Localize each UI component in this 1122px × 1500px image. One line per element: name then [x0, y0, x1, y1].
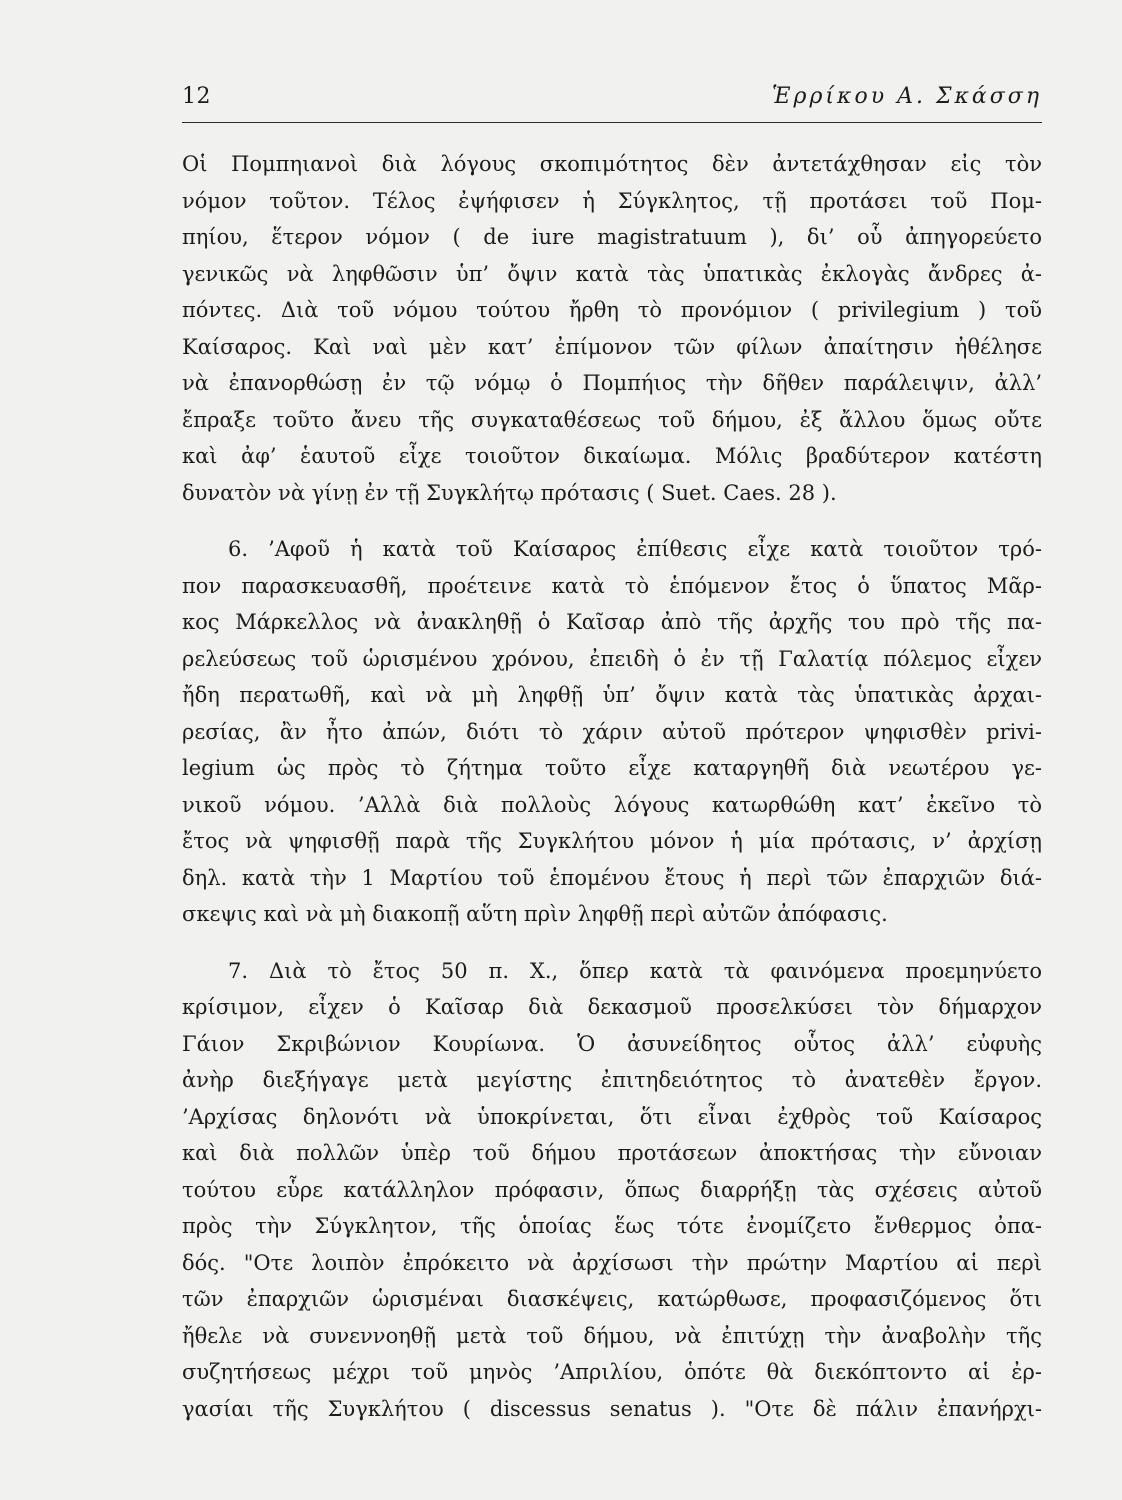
- text-line: ἤδη περατωθῆ, καὶ νὰ μὴ ληφθῇ ὑπ’ ὄψιν κατὰ τὰς ὑπατικὰς ἀρχαι-: [182, 683, 1042, 707]
- text-line: τῶν ἐπαρχιῶν ὡρισμέναι διασκέψεις, κατώρθωσε, προφασιζόμενος ὅτι: [182, 1287, 1042, 1311]
- paragraph-7: [182, 953, 1042, 1428]
- text-line: καὶ διὰ πολλῶν ὑπὲρ τοῦ δήμου προτάσεων ἀποκτήσας τὴν εὔνοιαν: [182, 1141, 1042, 1165]
- text-line: πηίου, ἕτερον νόμον ( de iure magistratuum ), δι’ οὗ ἀπηγορεύετο: [182, 225, 1042, 249]
- text-line: τούτου εὗρε κατάλληλον πρόφασιν, ὅπως διαρρήξῃ τὰς σχέσεις αὐτοῦ: [182, 1177, 1042, 1202]
- text-line: ’Αρχίσας δηλονότι νὰ ὑποκρίνεται, ὅτι εἶναι ἐχθρὸς τοῦ Καίσαρος: [182, 1104, 1042, 1129]
- text-line: νικοῦ νόμου. ’Αλλὰ διὰ πολλοὺς λόγους κατωρθώθη κατ’ ἐκεῖνο τὸ: [182, 792, 1042, 817]
- text-line: ἔπραξε τοῦτο ἄνευ τῆς συγκαταθέσεως τοῦ δήμου, ἐξ ἄλλου ὅμως οὔτε: [182, 407, 1042, 432]
- text-line: Γάιον Σκριβώνιον Κουρίωνα. Ὁ ἀσυνείδητος οὗτος ἀλλ’ εὐφυὴς: [182, 1031, 1042, 1056]
- text-line: νὰ ἐπανορθώσῃ ἐν τῷ νόμῳ ὁ Πομπήιος τὴν δῆθεν παράλειψιν, ἀλλ’: [182, 371, 1042, 395]
- text-line: δηλ. κατὰ τὴν 1 Μαρτίου τοῦ ἑπομένου ἔτους ἡ περὶ τῶν ἐπαρχιῶν διά-: [182, 865, 1042, 890]
- text-line: legium ὡς πρὸς τὸ ζήτημα τοῦτο εἶχε καταργηθῆ διὰ νεωτέρου γε-: [182, 756, 1042, 780]
- text-line: Οἱ Πομπηιανοὶ διὰ λόγους σκοπιμότητος δὲν ἀντετάχθησαν εἰς τὸν: [182, 152, 1042, 176]
- page-number: 12: [182, 84, 211, 109]
- text-line: γενικῶς νὰ ληφθῶσιν ὑπ’ ὄψιν κατὰ τὰς ὑπατικὰς ἐκλογὰς ἄνδρες ἀ-: [182, 261, 1042, 286]
- text-line: πρὸς τὴν Σύγκλητον, τῆς ὁποίας ἕως τότε ἐνομίζετο ἔνθερμος ὀπα-: [182, 1214, 1042, 1238]
- text-line: ἔτος νὰ ψηφισθῇ παρὰ τῆς Συγκλήτου μόνον ἡ μία πρότασις, ν’ ἀρχίσῃ: [182, 829, 1042, 853]
- text-line: σκεψις καὶ νὰ μὴ διακοπῇ αὕτη πρὶν ληφθῇ περὶ αὐτῶν ἀπόφασις.: [182, 902, 888, 926]
- text-line: Καίσαρος. Καὶ ναὶ μὲν κατ’ ἐπίμονον τῶν φίλων ἀπαίτησιν ἠθέλησε: [182, 334, 1042, 359]
- text-line: πον παρασκευασθῆ, προέτεινε κατὰ τὸ ἑπόμενον ἔτος ὁ ὕπατος Μᾶρ-: [182, 573, 1042, 598]
- text-line: κος Μάρκελλος νὰ ἀνακληθῇ ὁ Καῖσαρ ἀπὸ τῆς ἀρχῆς του πρὸ τῆς πα-: [182, 610, 1042, 634]
- text-line: 6. ’Αφοῦ ἡ κατὰ τοῦ Καίσαρος ἐπίθεσις εἶχε κατὰ τοιοῦτον τρό-: [228, 537, 1042, 561]
- page-header: [182, 82, 1042, 123]
- text-line: πόντες. Διὰ τοῦ νόμου τούτου ἤρθη τὸ προνόμιον ( privilegium ) τοῦ: [182, 298, 1042, 322]
- text-line: κρίσιμον, εἶχεν ὁ Καῖσαρ διὰ δεκασμοῦ προσελκύσει τὸν δήμαρχον: [182, 995, 1042, 1019]
- text-line: ρεσίας, ἂν ἦτο ἀπών, διότι τὸ χάριν αὐτοῦ πρότερον ψηφισθὲν privi-: [182, 719, 1042, 744]
- text-line: ἤθελε νὰ συνεννοηθῇ μετὰ τοῦ δήμου, νὰ ἐπιτύχῃ τὴν ἀναβολὴν τῆς: [182, 1323, 1042, 1348]
- paragraph-gap: [182, 511, 1042, 531]
- text-line: δυνατὸν νὰ γίνῃ ἐν τῇ Συγκλήτῳ πρότασις ( Suet. Caes. 28 ).: [182, 480, 837, 505]
- paragraph-gap: [182, 933, 1042, 953]
- text-line: καὶ ἀφ’ ἑαυτοῦ εἶχε τοιοῦτον δικαίωμα. Μόλις βραδύτερον κατέστη: [182, 444, 1042, 468]
- text-line: νόμον τοῦτον. Τέλος ἐψήφισεν ἡ Σύγκλητος, τῇ προτάσει τοῦ Πομ-: [182, 188, 1042, 213]
- paragraph-6: [182, 531, 1042, 933]
- text-line: 7. Διὰ τὸ ἔτος 50 π. Χ., ὅπερ κατὰ τὰ φαινόμενα προεμηνύετο: [228, 958, 1042, 983]
- text-line: ρελεύσεως τοῦ ὡρισμένου χρόνου, ἐπειδὴ ὁ ἐν τῇ Γαλατίᾳ πόλεμος εἶχεν: [182, 646, 1042, 671]
- body-text: [182, 146, 1042, 1427]
- text-line: γασίαι τῆς Συγκλήτου ( discessus senatus ). "Οτε δὲ πάλιν ἐπανήρχι-: [182, 1396, 1042, 1421]
- running-head: Ἑρρίκου Α. Σκάσση: [772, 84, 1042, 109]
- paragraph-1: [182, 146, 1042, 511]
- text-line: δός. "Οτε λοιπὸν ἐπρόκειτο νὰ ἀρχίσωσι τὴν πρώτην Μαρτίου αἱ περὶ: [182, 1250, 1042, 1275]
- text-line: ἀνὴρ διεξήγαγε μετὰ μεγίστης ἐπιτηδειότητος τὸ ἀνατεθὲν ἔργον.: [182, 1068, 1042, 1092]
- text-line: συζητήσεως μέχρι τοῦ μηνὸς ’Απριλίου, ὁπότε θὰ διεκόπτοντο αἱ ἐρ-: [182, 1360, 1042, 1384]
